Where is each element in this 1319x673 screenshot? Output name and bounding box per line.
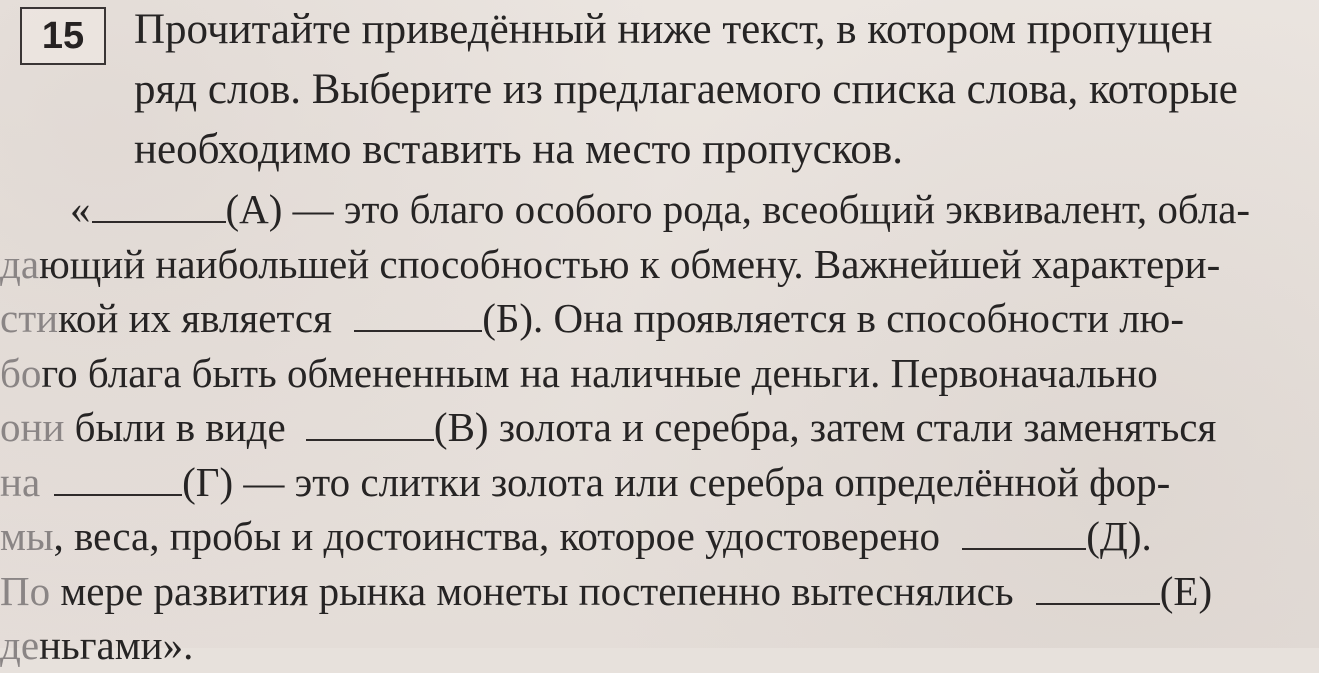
- passage-line: [0, 182, 1319, 237]
- passage-text-faded: сти: [0, 295, 59, 341]
- passage-text: (Г) — это слитки золота или серебра определённой фор-: [182, 458, 1171, 505]
- blank-b: [354, 300, 482, 332]
- passage-line: [0, 509, 1319, 564]
- instruction-line: необходимо вставить на место пропусков.: [134, 126, 903, 173]
- passage-text-faded: По: [0, 567, 51, 614]
- passage-text: (Д).: [1086, 513, 1152, 559]
- passage-text-faded: бо: [0, 349, 42, 396]
- passage-text: кой их является: [58, 295, 343, 341]
- passage-text: были в виде: [64, 404, 296, 450]
- blank-d: [962, 518, 1086, 550]
- instruction-line: Прочитайте приведённый ниже текст, в котором пропущен: [134, 6, 1213, 53]
- blank-e: [1036, 573, 1160, 605]
- blank-g: [54, 464, 182, 496]
- passage-line: [0, 346, 1319, 401]
- passage-line: [0, 564, 1319, 619]
- passage-text-faded: они: [0, 404, 65, 450]
- passage-line: [0, 618, 1319, 673]
- blank-a: [92, 191, 226, 223]
- blank-v: [306, 409, 434, 441]
- passage-text-faded: да: [0, 240, 40, 287]
- passage-text-faded: на: [0, 458, 41, 505]
- passage-text-faded: мы: [0, 513, 54, 559]
- passage-text-faded: де: [0, 622, 40, 668]
- task-instruction: [134, 0, 1319, 180]
- task-number: 15: [41, 14, 85, 57]
- passage-text: ющий наибольшей способностью к обмену. Важнейшей характери-: [39, 240, 1221, 287]
- passage: [0, 182, 1319, 673]
- passage-text: ньгами».: [39, 622, 194, 668]
- passage-text: (А) — это благо особого рода, всеобщий эквивалент, обла-: [225, 186, 1251, 232]
- passage-text: мере развития рынка монеты постепенно вытеснялись: [50, 567, 1024, 614]
- passage-text: го блага быть обмененным на наличные деньги. Первоначально: [41, 349, 1158, 396]
- passage-line: [0, 400, 1319, 455]
- passage-text: (В) золота и серебра, затем стали заменяться: [433, 404, 1217, 450]
- opening-quote: «: [70, 186, 91, 232]
- passage-text: (Е): [1159, 567, 1213, 614]
- passage-text: , веса, пробы и достоинства, которое удостоверено: [53, 513, 951, 559]
- passage-line: [0, 237, 1319, 292]
- passage-line: [0, 455, 1319, 510]
- task-number-box: [20, 7, 106, 65]
- instruction-line: ряд слов. Выберите из предлагаемого списка слова, которые: [134, 66, 1238, 113]
- passage-text: (Б). Она проявляется в способности лю-: [482, 295, 1184, 341]
- passage-line: [0, 291, 1319, 346]
